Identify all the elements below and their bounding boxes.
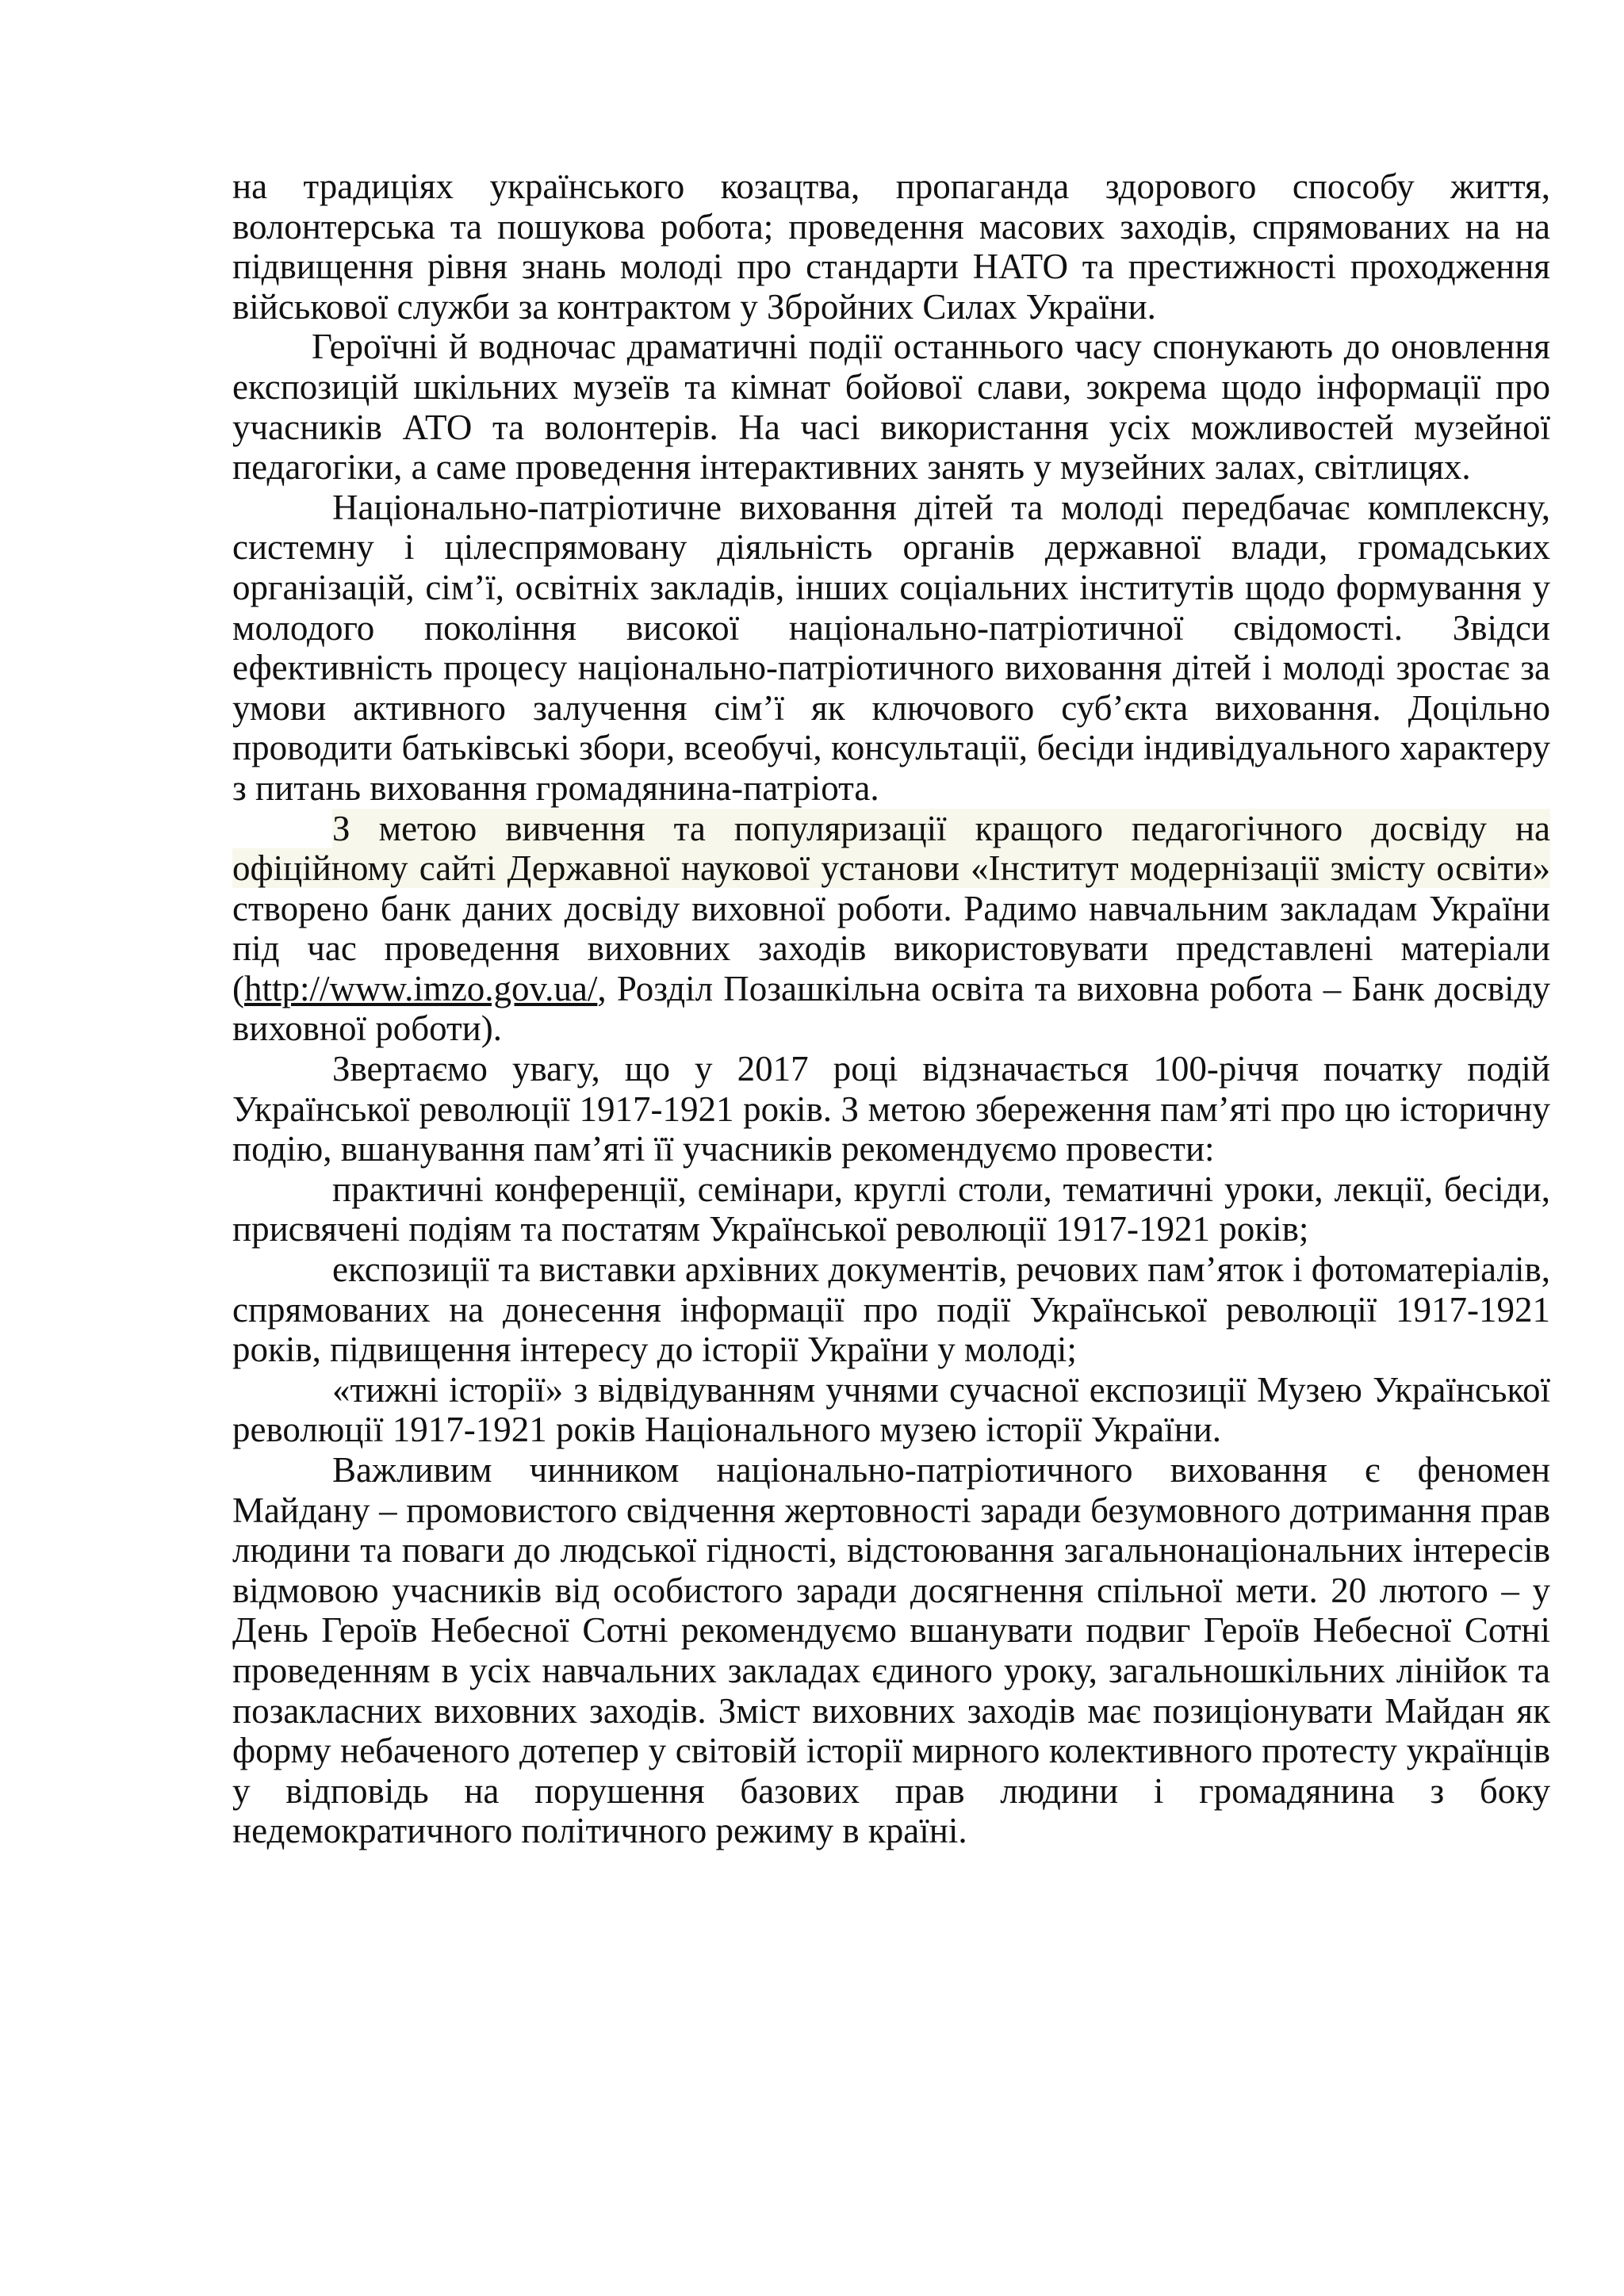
paragraph-6: практичні конференції, семінари, круглі столи, тематичні уроки, лекції, бесіди, присвячені подіям та постатям Української революції 1917-1921 років; xyxy=(232,1169,1550,1249)
paragraph-5: Звертаємо увагу, що у 2017 році відзначається 100-річчя початку подій Української революції 1917-1921 років. З метою збереження пам’яті про цю історичну подію, вшанування пам’яті її учасників рекомендуємо провести: xyxy=(232,1049,1550,1169)
highlighted-text: З метою вивчення та популяризації кращого педагогічного досвіду на офіційному сайті Державної наукової установи «Інститут модернізації змісту освіти» xyxy=(232,808,1550,889)
paragraph-3: Національно-патріотичне виховання дітей та молоді передбачає комплексну, системну і цілеспрямовану діяльність органів державної влади, громадських організацій, сім’ї, освітніх закладів, інших соціальних інститутів щодо формування у молодого покоління високої національно-патріотичної свідомості. Звідси ефективність процесу національно-патріотичного виховання дітей і молоді зростає за умови активного залучення сім’ї як ключового суб’єкта виховання. Доцільно проводити батьківські збори, всеобучі, консультації, бесіди індивідуального характеру з питань виховання громадянина-патріота. xyxy=(232,487,1550,808)
paragraph-8: «тижні історії» з відвідуванням учнями сучасної експозиції Музею Української революції 1917-1921 років Національного музею історії України. xyxy=(232,1369,1550,1450)
paragraph-4-end: , Розділ Позашкільна освіта та виховна робота – Банк досвіду виховної роботи). xyxy=(232,968,1550,1049)
document-page xyxy=(232,166,1550,1851)
paragraph-4-text: створено банк даних досвіду виховної роботи. Радимо навчальним закладам України під час проведення виховних заходів використовувати представлені матеріали ( xyxy=(232,888,1550,1008)
paragraph-1: на традиціях українського козацтва, пропаганда здорового способу життя, волонтерська та пошукова робота; проведення масових заходів, спрямованих на на підвищення рівня знань молоді про стандарти НАТО та престижності проходження військової служби за контрактом у Збройних Силах України. xyxy=(232,166,1550,327)
paragraph-2: Героїчні й водночас драматичні події останнього часу спонукають до оновлення експозицій шкільних музеїв та кімнат бойової слави, зокрема щодо інформації про учасників АТО та волонтерів. На часі використання усіх можливостей музейної педагогіки, а саме проведення інтерактивних занять у музейних залах, світлицях. xyxy=(232,327,1550,488)
imzo-link[interactable]: http://www.imzo.gov.ua/ xyxy=(244,968,598,1008)
paragraph-7: експозиції та виставки архівних документів, речових пам’яток і фотоматеріалів, спрямованих на донесення інформації про події Української революції 1917-1921 років, підвищення інтересу до історії України у молоді; xyxy=(232,1249,1550,1370)
paragraph-4 xyxy=(232,809,1550,1050)
paragraph-9: Важливим чинником національно-патріотичного виховання є феномен Майдану – промовистого свідчення жертовності заради безумовного дотримання прав людини та поваги до людської гідності, відстоювання загальнонаціональних інтересів відмовою учасників від особистого заради досягнення спільної мети. 20 лютого – у День Героїв Небесної Сотні рекомендуємо вшанувати подвиг Героїв Небесної Сотні проведенням в усіх навчальних закладах єдиного уроку, загальношкільних лінійок та позакласних виховних заходів. Зміст виховних заходів має позиціонувати Майдан як форму небаченого дотепер у світовій історії мирного колективного протесту українців у відповідь на порушення базових прав людини і громадянина з боку недемократичного політичного режиму в країні. xyxy=(232,1450,1550,1851)
